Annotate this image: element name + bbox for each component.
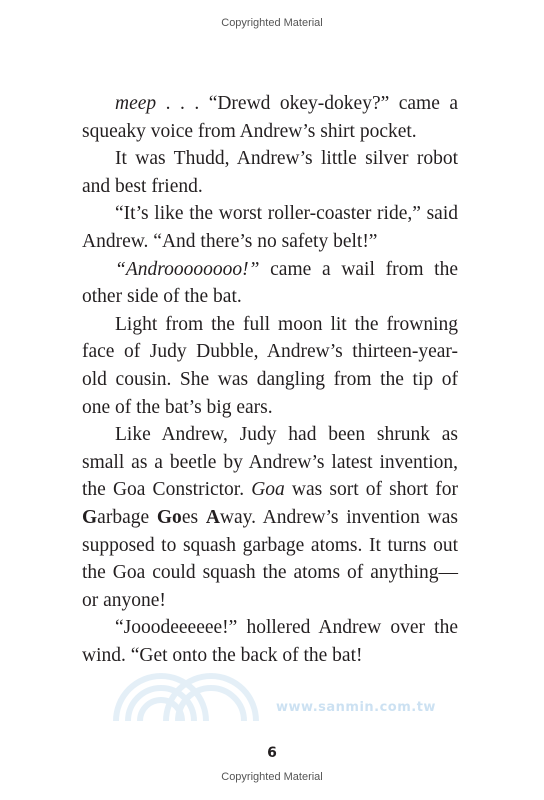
page-number: 6	[267, 745, 277, 761]
text-run: es	[181, 506, 206, 528]
text-run: meep	[115, 93, 157, 114]
paragraph	[82, 256, 458, 311]
copyright-header: Copyrighted Material	[221, 17, 323, 29]
paragraph	[82, 90, 458, 145]
text-run: Goa	[251, 479, 285, 501]
text-run: way. Andrew’s invention was supposed to squash garbage atoms. It turns out the Goa could squash the atoms of anything—or anyone!	[82, 506, 458, 611]
text-run: Like Andrew, Judy had been shrunk as small as a beetle by Andrew’s latest invention, the Goa Constrictor.	[82, 424, 458, 501]
text-run: Light from the full moon lit the frowning face of Judy Dubble, Andrew’s thirteen-year-old cousin. She was dangling from the tip of one of the bat’s big ears.	[82, 313, 458, 418]
text-run: “It’s like the worst roller-coaster ride,” said Andrew. “And there’s no safety belt!”	[82, 203, 458, 252]
text-run: A	[205, 506, 220, 528]
text-run: Go	[156, 506, 182, 528]
text-run: came a wail from the other side of the bat.	[82, 258, 458, 308]
text-run: . . . “Drewd okey-dokey?” came a squeaky voice from Andrew’s shirt pocket.	[82, 93, 458, 142]
text-run: “Androooooooo!”	[115, 258, 260, 280]
paragraph	[82, 421, 458, 614]
watermark-url: www.sanmin.com.tw	[276, 700, 436, 715]
text-run: It was Thudd, Andrew’s little silver robot and best friend.	[82, 148, 458, 197]
paragraph	[82, 614, 458, 669]
text-run: arbage	[97, 506, 157, 528]
paragraph	[82, 311, 458, 421]
watermark-logo	[106, 661, 466, 731]
text-run: was sort of short for	[284, 479, 458, 501]
copyright-footer: Copyrighted Material	[221, 771, 323, 783]
body-text	[82, 90, 458, 669]
paragraph	[82, 145, 458, 200]
paragraph	[82, 200, 458, 255]
text-run: G	[82, 506, 98, 528]
text-run: “Jooodeeeeee!” hollered Andrew over the wind. “Get onto the back of the bat!	[82, 617, 458, 666]
